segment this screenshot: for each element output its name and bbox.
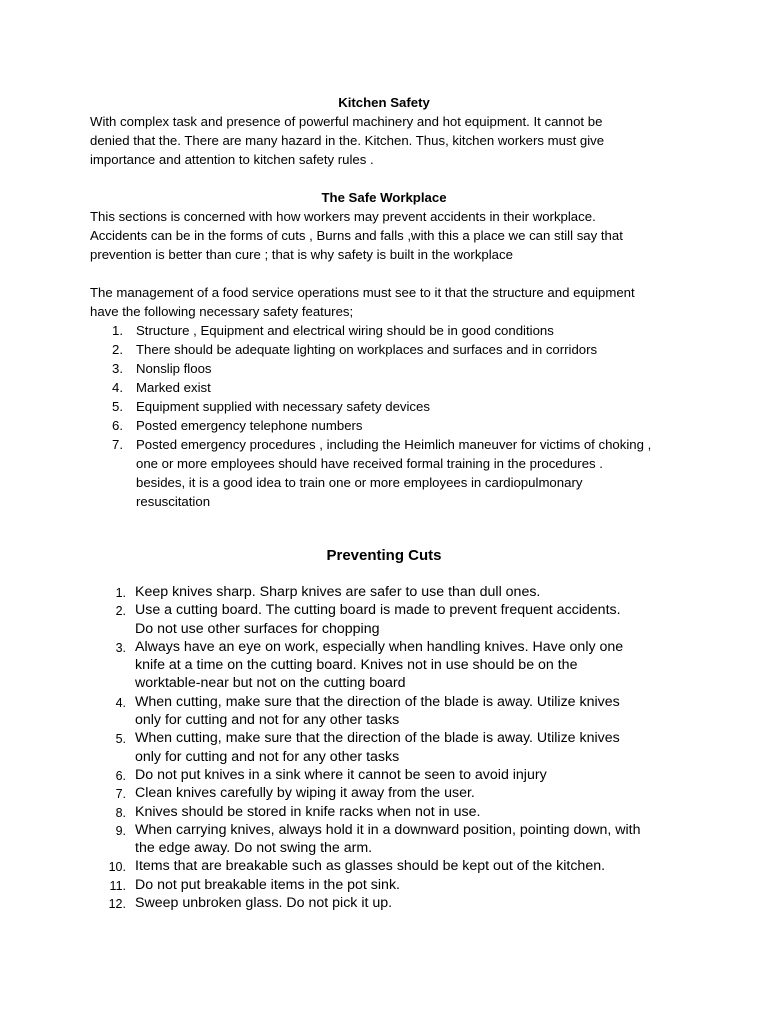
list-item-text: Items that are breakable such as glasses should be kept out of the kitchen. <box>135 858 606 875</box>
list-item <box>90 378 690 397</box>
list-number: 9. <box>115 823 126 838</box>
preventing-cuts-title: Preventing Cuts <box>326 547 442 564</box>
list-number: 4. <box>115 695 126 710</box>
list-item <box>90 321 690 340</box>
kitchen-safety-title: Kitchen Safety <box>338 95 430 110</box>
list-item <box>90 397 690 416</box>
list-item-text: Do not put breakable items in the pot sink. <box>135 876 400 893</box>
list-item <box>90 784 690 802</box>
list-item-text: besides, it is a good idea to train one or more employees in cardiopulmonary <box>136 475 583 490</box>
list-item-text: knife at a time on the cutting board. Knives not in use should be on the <box>135 657 578 674</box>
list-item-text: Marked exist <box>136 380 211 395</box>
list-item-text: Nonslip floos <box>136 361 212 376</box>
list-item <box>90 876 690 894</box>
list-item-text: When cutting, make sure that the direction of the blade is away. Utilize knives <box>135 730 620 747</box>
list-number: 8. <box>115 805 126 820</box>
list-item-text: Posted emergency procedures , including the Heimlich maneuver for victims of choking , <box>136 437 652 452</box>
paragraph-line: Accidents can be in the forms of cuts , Burns and falls ,with this a place we can still say that <box>90 228 623 243</box>
list-number: 6. <box>115 768 126 783</box>
list-item <box>90 693 690 730</box>
list-item <box>90 359 690 378</box>
paragraph-line: With complex task and presence of powerful machinery and hot equipment. It cannot be <box>90 114 603 129</box>
list-item <box>90 340 690 359</box>
list-item-text: Equipment supplied with necessary safety devices <box>136 399 430 414</box>
paragraph-line: have the following necessary safety features; <box>90 304 354 319</box>
list-number: 3. <box>112 361 123 376</box>
list-number: 4. <box>112 380 123 395</box>
list-number: 1. <box>115 586 126 600</box>
list-number: 12. <box>108 897 126 912</box>
safety-features-list <box>90 321 690 511</box>
kitchen-safety-paragraph <box>90 112 690 169</box>
list-number: 1. <box>112 323 123 338</box>
list-item <box>90 821 690 858</box>
list-number: 2. <box>115 604 126 619</box>
list-item <box>90 638 690 693</box>
list-item-text: Posted emergency telephone numbers <box>136 418 363 433</box>
list-item-text: Always have an eye on work, especially when handling knives. Have only one <box>135 638 624 655</box>
list-item-text: Keep knives sharp. Sharp knives are safer to use than dull ones. <box>135 584 541 600</box>
list-item-text: Do not use other surfaces for chopping <box>135 620 380 637</box>
list-item <box>90 416 690 435</box>
paragraph-line: importance and attention to kitchen safety rules . <box>90 152 374 167</box>
management-paragraph <box>90 283 690 321</box>
list-number: 5. <box>115 732 126 747</box>
list-item-text: only for cutting and not for any other tasks <box>135 712 400 729</box>
list-item-text: Use a cutting board. The cutting board is made to prevent frequent accidents. <box>135 602 621 619</box>
list-item <box>90 857 690 875</box>
list-item <box>90 766 690 784</box>
list-item-text: one or more employees should have received formal training in the procedures . <box>136 456 603 471</box>
list-item <box>90 729 690 766</box>
list-item-text: When cutting, make sure that the direction of the blade is away. Utilize knives <box>135 693 620 710</box>
list-number: 7. <box>112 437 123 452</box>
paragraph-line: denied that the. There are many hazard in the. Kitchen. Thus, kitchen workers must give <box>90 133 605 148</box>
list-item-text: Clean knives carefully by wiping it away from the user. <box>135 785 475 802</box>
list-item <box>90 601 690 638</box>
list-item <box>90 803 690 821</box>
list-item <box>90 435 690 511</box>
list-number: 6. <box>112 418 123 433</box>
list-item-text: Sweep unbroken glass. Do not pick it up. <box>135 895 393 912</box>
list-number: 3. <box>115 640 126 655</box>
list-item-text: When carrying knives, always hold it in a downward position, pointing down, with <box>135 821 641 838</box>
list-item-text: Knives should be stored in knife racks when not in use. <box>135 803 481 820</box>
list-item <box>90 583 690 601</box>
safe-workplace-paragraph <box>90 207 690 264</box>
list-item-text: Structure , Equipment and electrical wiring should be in good conditions <box>136 323 554 338</box>
paragraph-line: prevention is better than cure ; that is why safety is built in the workplace <box>90 247 513 262</box>
list-item-text: only for cutting and not for any other tasks <box>135 748 400 765</box>
list-item <box>90 894 690 912</box>
paragraph-line: This sections is concerned with how workers may prevent accidents in their workplace. <box>90 209 596 224</box>
list-number: 11. <box>109 878 126 893</box>
list-number: 10. <box>108 860 126 875</box>
safe-workplace-title: The Safe Workplace <box>321 190 447 205</box>
list-item-text: worktable-near but not on the cutting board <box>135 675 406 692</box>
list-item-text: resuscitation <box>136 494 211 509</box>
paragraph-line: The management of a food service operations must see to it that the structure and equipment <box>90 285 635 300</box>
preventing-cuts-list <box>90 583 690 912</box>
list-item-text: There should be adequate lighting on workplaces and surfaces and in corridors <box>136 342 598 357</box>
list-number: 7. <box>115 787 126 802</box>
list-number: 5. <box>112 399 123 414</box>
list-number: 2. <box>112 342 123 357</box>
list-item-text: Do not put knives in a sink where it cannot be seen to avoid injury <box>135 766 547 783</box>
list-item-text: the edge away. Do not swing the arm. <box>135 840 373 857</box>
